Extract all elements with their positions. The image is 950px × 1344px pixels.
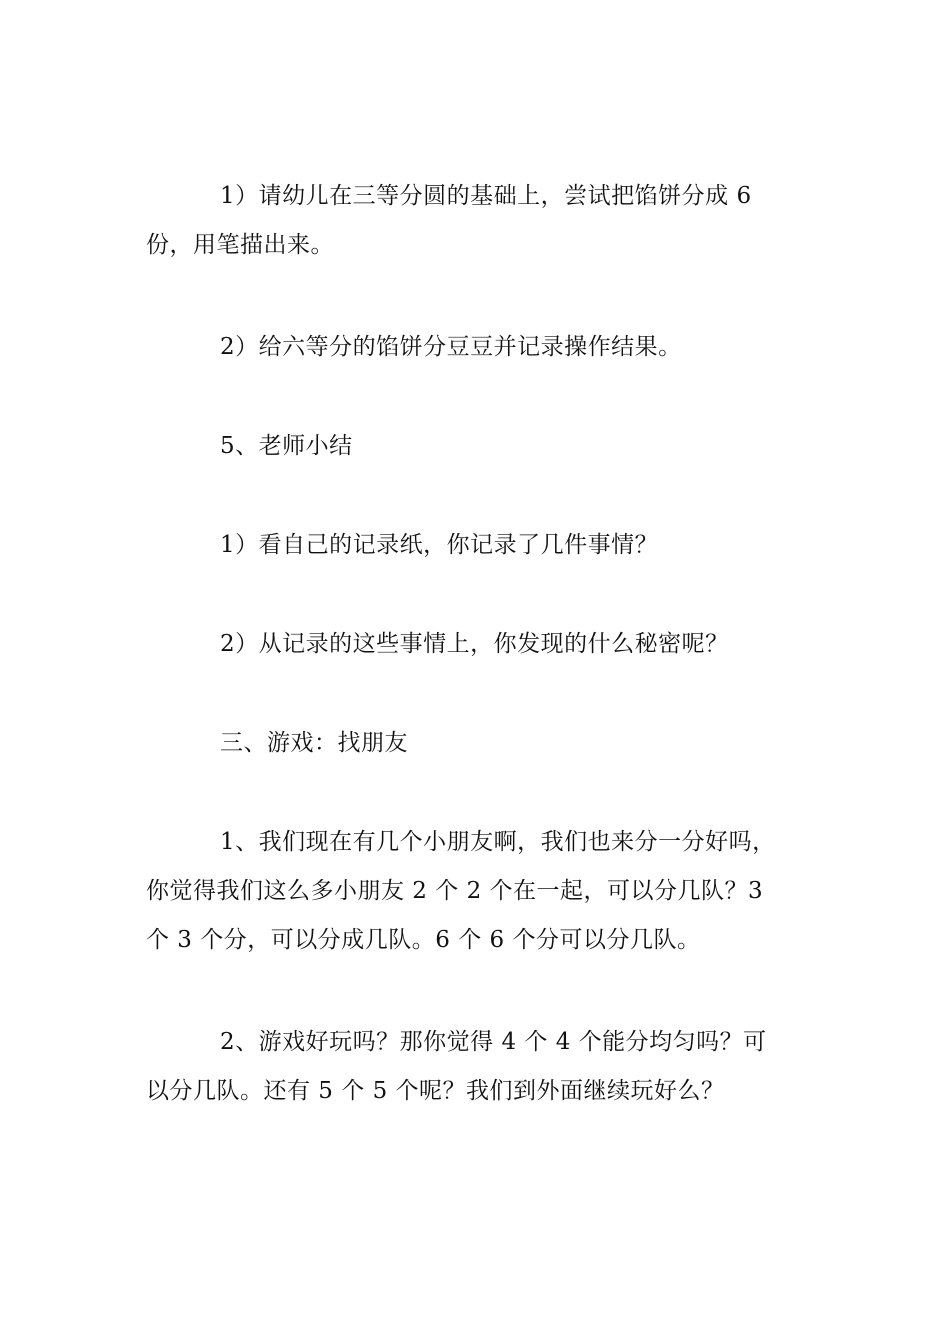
paragraph-line: 份，用笔描出来。	[146, 232, 334, 258]
paragraph-divide-six	[146, 172, 810, 270]
paragraph-line: 个 3 个分，可以分成几队。6 个 6 个分可以分几队。	[146, 927, 701, 953]
paragraph-line: 2、游戏好玩吗？那你觉得 4 个 4 个能分均匀吗？可	[220, 1029, 767, 1055]
paragraph-line: 三、游戏：找朋友	[220, 730, 408, 756]
paragraph-line: 2）从记录的这些事情上，你发现的什么秘密呢？	[220, 631, 729, 657]
paragraph-game-step-1	[146, 818, 810, 965]
paragraph-line: 5、老师小结	[220, 433, 353, 459]
paragraph-line: 1）请幼儿在三等分圆的基础上，尝试把馅饼分成 6	[220, 183, 752, 209]
paragraph-line: 1、我们现在有几个小朋友啊，我们也来分一分好吗，	[220, 829, 776, 855]
paragraph-line: 2）给六等分的馅饼分豆豆并记录操作结果。	[220, 334, 682, 360]
paragraph-line: 你觉得我们这么多小朋友 2 个 2 个在一起，可以分几队？3	[146, 878, 764, 904]
section-heading-teacher-summary	[146, 422, 810, 471]
paragraph-game-step-2	[146, 1018, 810, 1116]
paragraph-line: 以分几队。还有 5 个 5 个呢？我们到外面继续玩好么？	[146, 1078, 725, 1104]
paragraph-line: 1）看自己的记录纸，你记录了几件事情？	[220, 532, 659, 558]
paragraph-share-beans	[146, 323, 810, 372]
paragraph-secret-question	[146, 620, 810, 669]
paragraph-record-question	[146, 521, 810, 570]
section-heading-game	[146, 719, 810, 768]
